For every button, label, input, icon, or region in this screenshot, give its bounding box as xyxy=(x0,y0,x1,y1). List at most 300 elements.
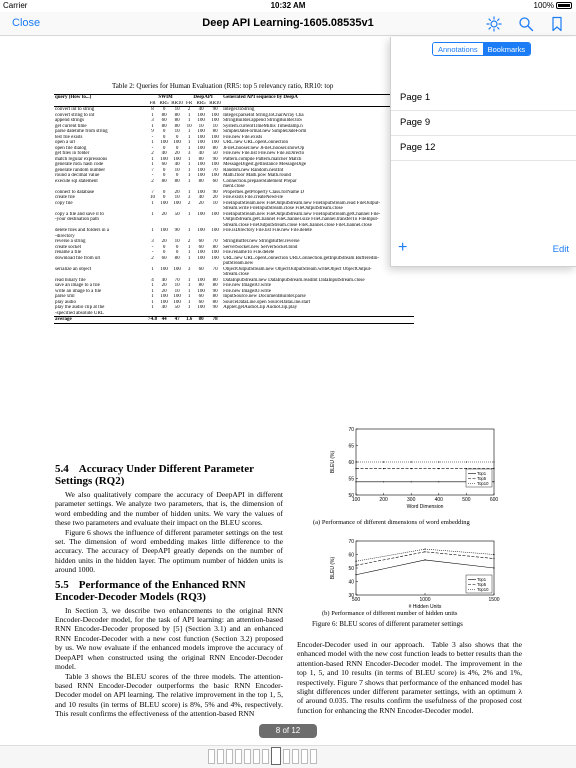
popover-footer xyxy=(391,236,576,266)
table-cell: 7 xyxy=(151,189,154,195)
paragraph: In Section 3, we describe two enhancements to the original RNN Encoder-Decoder model, for the task of API learning: an attention-based RNN Encoder-Decoder proposed by [5] (Section 3.1) and an enhanced RNN Encoder-Decoder with a new cost function (Section 3.2) proposed by us. We now evaluate if the enhanced models improve the accuracy of DeepAPI when constructed using the original RNN Encoder-Decoder model. xyxy=(55,605,283,672)
table-cell: 40 xyxy=(161,277,167,283)
add-bookmark-button[interactable]: + xyxy=(398,239,408,256)
table-cell: 0 xyxy=(162,107,166,112)
table-cell: 100 xyxy=(197,162,205,167)
table-cell: 1 xyxy=(151,162,154,167)
table-cell: Stream.write FileInputStream.close FileOutputStream.close xyxy=(223,206,343,211)
table-cell: 2 xyxy=(151,151,154,156)
data-point xyxy=(355,574,356,575)
table-cell: 80 xyxy=(174,123,180,129)
table-cell: 3 xyxy=(187,266,191,272)
table-cell: 100 xyxy=(211,162,219,167)
table-cell: 100 xyxy=(211,255,219,261)
bookmark-icon[interactable] xyxy=(549,16,565,32)
x-tick-label: 100 xyxy=(351,497,361,503)
table-cell: 100 xyxy=(197,211,205,217)
table-cell: Stream.close xyxy=(223,272,249,277)
data-point xyxy=(493,461,494,462)
table-cell: 10 xyxy=(186,123,192,129)
table-cell: - xyxy=(151,134,154,140)
thumbnail-list xyxy=(208,749,317,765)
table-cell: SourceDataLine.open SourceDataLine.start xyxy=(223,299,311,305)
table-cell: 20 xyxy=(161,288,167,294)
table-cell: 10 xyxy=(198,123,204,129)
table-cell: 1 xyxy=(151,211,154,217)
table-cell: 44 xyxy=(158,317,170,324)
table-cell: parse xml xyxy=(55,294,75,299)
table-cell: Applet.getAudioClip AudioClip.play xyxy=(223,305,298,310)
table-cell: 0 xyxy=(162,189,166,195)
table-cell: 1 xyxy=(187,211,191,217)
table-cell: 1 xyxy=(187,129,191,134)
table-cell: 9 xyxy=(151,129,154,134)
table-cell: connect to database xyxy=(55,189,95,195)
header-swim: SWIM xyxy=(147,95,184,101)
x-tick-label: 300 xyxy=(407,497,416,503)
figure-subcaption-b: (b) Performance of different number of hidden units xyxy=(322,610,458,617)
table-cell: 60 xyxy=(198,294,204,299)
table-cell: 3 xyxy=(151,239,154,244)
legend-label: Top1 xyxy=(477,577,487,582)
table-cell: 0 xyxy=(162,173,166,178)
table-cell: - xyxy=(151,244,154,250)
table-cell: 1 xyxy=(187,162,191,167)
table-cell: 10 xyxy=(212,200,218,206)
table-cell: serialize an object xyxy=(55,266,92,272)
sun-icon[interactable] xyxy=(486,16,502,32)
nav-bar xyxy=(0,12,576,36)
table-cell: match regular expressions xyxy=(55,156,108,162)
table-cell: copy a file and save it to xyxy=(55,211,104,217)
table-cell: average xyxy=(54,317,147,324)
table-cell: 40 xyxy=(198,151,204,156)
table-cell: 100 xyxy=(197,305,205,310)
table-cell: 60 xyxy=(198,266,204,272)
data-point xyxy=(493,481,494,482)
table-cell: 100 xyxy=(173,294,181,299)
page-thumbnail[interactable] xyxy=(310,749,317,764)
table-cell: 100 xyxy=(160,266,168,272)
table-cell: 40 xyxy=(174,162,180,167)
data-point xyxy=(424,549,425,550)
page-thumbnail[interactable] xyxy=(217,749,224,764)
table-cell: 1 xyxy=(151,294,154,299)
table-cell: 70 xyxy=(174,277,180,283)
table-cell: 100 xyxy=(211,140,219,145)
table-cell: 50 xyxy=(174,305,180,310)
table-cell: 80 xyxy=(174,178,180,184)
table-cell: MessageDigest.getInstance MessageDige xyxy=(223,162,307,167)
table-cell: download file from url xyxy=(55,255,101,261)
table-cell: 70 xyxy=(212,167,218,173)
y-tick-label: 55 xyxy=(348,476,354,483)
table-cell: 80 xyxy=(212,277,218,283)
table-cell: 2 xyxy=(187,107,191,112)
table-cell: 40 xyxy=(198,195,204,200)
data-point xyxy=(438,481,439,482)
document-title: Deep API Learning-1605.08535v1 xyxy=(202,17,374,29)
table-cell: generate random number xyxy=(55,167,105,173)
section-heading xyxy=(55,579,283,603)
table-cell: 10 xyxy=(150,195,156,200)
table-cell: 1 xyxy=(151,266,154,272)
bookmark-item[interactable]: Page 12 xyxy=(391,136,576,161)
table-cell: 60 xyxy=(198,299,204,305)
table-cell: open a url xyxy=(55,140,75,145)
y-tick-label: 50 xyxy=(348,493,354,499)
page-thumbnail[interactable] xyxy=(226,749,233,764)
table-cell: 100 xyxy=(197,145,205,151)
table-cell: File.new File.list File.new File.isDirecto xyxy=(223,151,305,156)
table-cell: 0 xyxy=(162,250,166,255)
section-number: 5.4 xyxy=(55,463,69,475)
y-tick-label: 70 xyxy=(348,539,354,545)
table-cell: 80 xyxy=(212,299,218,305)
table-cell: Math.floor Math.pow Math.round xyxy=(223,173,292,178)
table-cell: 80 xyxy=(174,112,180,118)
table-cell: 80 xyxy=(174,255,180,261)
table-cell: Integer.parseInt String.toCharArray Cha xyxy=(223,112,304,118)
table-cell: ServerSocket.new ServerSocket.bind xyxy=(223,244,298,250)
table-cell: Connection.prepareStatement Prepar xyxy=(223,178,297,184)
table-cell: 10 xyxy=(174,283,180,288)
page-thumbnail[interactable] xyxy=(244,749,251,764)
bookmark-item[interactable]: Page 1 xyxy=(391,86,576,111)
page-thumbnail[interactable] xyxy=(292,749,299,764)
table-cell: >4.0 xyxy=(148,317,158,322)
x-tick-label: 500 xyxy=(351,597,361,603)
table-cell: 100 xyxy=(197,228,205,233)
subheader: RR5 xyxy=(159,100,169,106)
table-cell: FileInputStream.new FileOutputStream.new FileInputStream.read FileOutput- xyxy=(223,200,381,206)
table-cell: Stream.close FileOutputStream.close FileChannel.close FileChannel.close xyxy=(223,222,372,228)
table-cell: 10 xyxy=(174,129,180,134)
table-cell: 60 xyxy=(161,255,167,261)
table-cell: 1 xyxy=(187,294,191,299)
table-cell: - xyxy=(151,250,154,255)
table-cell: 90 xyxy=(212,305,218,310)
x-tick-label: 1000 xyxy=(419,597,431,603)
table-cell: reverse a string xyxy=(55,239,86,244)
table-cell: 50 xyxy=(212,151,218,156)
page-thumbnail[interactable] xyxy=(301,749,308,764)
tab-annotations[interactable]: Annotations xyxy=(433,43,483,55)
table-body xyxy=(54,107,414,324)
table-cell: InputSource.new DocumentBuilder.parse xyxy=(223,294,306,299)
table-cell: 1 xyxy=(187,189,191,195)
subheader: RR5 xyxy=(194,101,208,107)
table-cell: File.isDirectory File.list File.new File.delete xyxy=(223,228,312,233)
table-cell: 0 xyxy=(162,134,166,140)
table-cell: 100 xyxy=(197,140,205,145)
page-thumbnail[interactable] xyxy=(235,749,242,764)
bookmark-list xyxy=(391,86,576,161)
table-cell: 80 xyxy=(161,112,167,118)
data-point xyxy=(355,565,356,566)
table-cell: 60 xyxy=(198,244,204,250)
table-cell: 1 xyxy=(187,178,191,184)
table-cell: 0 xyxy=(162,195,166,200)
table-cell: 100 xyxy=(197,112,205,118)
table-cell: 3 xyxy=(187,151,191,156)
close-button[interactable]: Close xyxy=(12,17,41,29)
table-cell: ObjectOutputStream.new ObjectOutputStream.writeObject ObjectOutput- xyxy=(223,266,372,272)
data-point xyxy=(493,554,494,555)
left-column xyxy=(55,463,283,719)
legend-label: Top5 xyxy=(477,582,487,587)
table-cell: write an image to a file xyxy=(55,288,102,294)
table-cell: 100 xyxy=(160,294,168,299)
table-cell: 40 xyxy=(161,305,167,310)
data-point xyxy=(355,561,356,562)
page-thumbnail[interactable] xyxy=(253,749,260,764)
table-cell: 100 xyxy=(211,250,219,255)
table-cell: 100 xyxy=(211,211,219,217)
page-thumbnail[interactable] xyxy=(208,749,215,764)
table-cell: Properties.getProperty Class.forName D xyxy=(223,189,304,195)
table-cell: 10 xyxy=(174,195,180,200)
table-cell: 50 xyxy=(174,211,180,217)
table-cell: 60 xyxy=(212,178,218,184)
data-point xyxy=(424,559,425,560)
table-cell: putStream.new xyxy=(223,261,254,266)
legend-label: Top10 xyxy=(477,587,489,592)
x-tick-label: 500 xyxy=(462,497,471,503)
table-cell: 10 xyxy=(174,239,180,244)
table-cell: File.exists File.createNewFile xyxy=(223,195,283,200)
table-cell: DataInputStream.new DataInputStream.readInt DataInputStream.close xyxy=(223,277,365,283)
table-cell: 80 xyxy=(198,156,204,162)
table-cell: 70 xyxy=(212,266,218,272)
table-cell: 1 xyxy=(187,156,191,162)
data-point xyxy=(438,468,439,469)
table-cell: 90 xyxy=(212,107,218,112)
data-point xyxy=(411,468,412,469)
data-point xyxy=(383,468,384,469)
header-deepapi: DeepAPI xyxy=(184,95,222,101)
table-cell: delete files and folders in a xyxy=(55,228,110,233)
table-cell: read binary file xyxy=(55,277,86,283)
section-heading xyxy=(55,463,283,487)
table-cell: 2 xyxy=(151,178,154,184)
header-query: query (How to...) xyxy=(54,95,147,101)
table-cell xyxy=(222,317,414,324)
table-cell: 100 xyxy=(197,288,205,294)
table-cell: 1 xyxy=(187,173,191,178)
table-cell: 80 xyxy=(198,283,204,288)
magnifier-icon[interactable] xyxy=(518,16,534,32)
table-cell: File.new File.exists xyxy=(223,134,263,140)
table-cell: 1 xyxy=(187,167,191,173)
data-point xyxy=(424,551,425,552)
table-cell: 70 xyxy=(212,239,218,244)
queries-table xyxy=(54,94,414,324)
x-axis-label: # Hidden Units xyxy=(408,604,442,609)
table-cell: 100 xyxy=(197,167,205,173)
chart-word-dimension xyxy=(328,425,508,509)
table-cell: 100 xyxy=(197,118,205,123)
table-cell: 60 xyxy=(198,239,204,244)
table-cell: 100 xyxy=(211,112,219,118)
table-cell: 20 xyxy=(174,151,180,156)
x-axis-label: Word Dimension xyxy=(406,504,444,509)
table-cell: parse datetime from string xyxy=(55,129,108,134)
table-cell: JFileChooser.new JFileChooser.showOp xyxy=(223,145,305,151)
data-point xyxy=(411,461,412,462)
table-cell: 0 xyxy=(162,244,166,250)
section-title: Performance of the Enhanced RNN Encoder-Decoder Models (RQ3) xyxy=(55,578,246,603)
table-cell: 1 xyxy=(151,140,154,145)
legend-label: Top1 xyxy=(477,471,487,476)
table-cell: 1 xyxy=(187,277,191,283)
thumbnail-strip[interactable] xyxy=(0,745,576,768)
table-cell: 80 xyxy=(212,283,218,288)
table-cell: 100 xyxy=(197,173,205,178)
table-cell: 100 xyxy=(211,173,219,178)
paragraph: Table 3 shows the BLEU scores of the three models. The attention-based RNN Encoder-Decoder outperforms the basic RNN Encoder-Decoder model on API learning. The relative improvement in the top 1, 5, and 10 results (in terms of BLEU score) is 8%, 5% and 4%, respectively. This result confirms the effectiveness of the attention-based RNN xyxy=(55,671,283,719)
right-column xyxy=(297,640,522,715)
table-cell: 100 xyxy=(211,118,219,123)
data-point xyxy=(493,468,494,469)
table-cell: 80 xyxy=(212,294,218,299)
data-point xyxy=(355,461,356,462)
data-point xyxy=(383,461,384,462)
table-cell: 0 xyxy=(162,145,166,151)
table-cell: 100 xyxy=(197,255,205,261)
table-cell: 1 xyxy=(151,156,154,162)
table-cell: 100 xyxy=(197,277,205,283)
table-cell: Integer.toString xyxy=(223,107,255,112)
table-cell: 1 xyxy=(187,255,191,261)
table-cell: 80 xyxy=(212,145,218,151)
page-thumbnail[interactable] xyxy=(283,749,290,764)
subheader: RR10 xyxy=(171,100,183,106)
x-tick-label: 600 xyxy=(489,497,499,503)
table-cell: 100 xyxy=(211,228,219,233)
table-cell: test file exists xyxy=(55,134,83,140)
data-point xyxy=(466,461,467,462)
table-cell: 0 xyxy=(175,173,179,178)
table-cell: 100 xyxy=(197,129,205,134)
subheader: FR xyxy=(186,100,193,106)
bookmark-item[interactable]: Page 9 xyxy=(391,111,576,136)
table-cell: rename a file xyxy=(55,250,82,255)
table-cell: 1 xyxy=(151,283,154,288)
table-cell: 90 xyxy=(174,228,180,233)
table-cell: URL.new URL.openConnection URLConnection.getInputStream BufferedIn- xyxy=(223,255,380,261)
table-cell: 100 xyxy=(197,134,205,140)
table-cell: -specified absolute URL xyxy=(55,310,104,316)
table-cell: 100 xyxy=(211,134,219,140)
table-cell: 0 xyxy=(175,244,179,250)
table-caption: Table 2: Queries for Human Evaluation (RR5: top 5 relevancy ratio, RR10: top xyxy=(112,82,334,90)
table-cell: 90 xyxy=(212,156,218,162)
table-cell: 20 xyxy=(212,195,218,200)
table-cell: execute sql statement xyxy=(55,178,98,184)
table-cell: convert string to int xyxy=(55,112,95,118)
table-cell: 100 xyxy=(173,156,181,162)
table-cell: 80 xyxy=(194,317,208,324)
section-number: 5.5 xyxy=(55,578,69,591)
data-point xyxy=(355,468,356,469)
battery-icon xyxy=(556,2,572,9)
tab-bookmarks[interactable]: Bookmarks xyxy=(483,43,531,55)
table-cell: 1 xyxy=(187,228,191,233)
table-cell: 7 xyxy=(151,167,154,173)
y-axis-label: BLEU (%) xyxy=(330,450,336,474)
table-cell: open file dialog xyxy=(55,145,87,151)
table-cell: OutputStream.getChannel FileChannel.size FileChannel.transferTo FileInput- xyxy=(223,217,379,222)
table-cell: 100 xyxy=(197,189,205,195)
clock: 10:32 AM xyxy=(270,1,306,10)
x-tick-label: 200 xyxy=(379,497,388,503)
table-cell: get current time xyxy=(55,123,87,129)
legend-label: Top5 xyxy=(477,476,487,481)
edit-button[interactable]: Edit xyxy=(552,244,569,255)
page-thumbnail[interactable] xyxy=(271,747,281,765)
figure-subcaption-a: (a) Performance of different dimensions of word embedding xyxy=(313,519,470,526)
data-point xyxy=(438,461,439,462)
table-cell: 10 xyxy=(174,288,180,294)
annotations-bookmarks-switch xyxy=(432,42,531,56)
table-cell: 2 xyxy=(187,200,191,206)
y-tick-label: 30 xyxy=(348,593,354,599)
table-cell: 1 xyxy=(187,305,191,310)
subheader: FR xyxy=(147,101,158,107)
header-sequence: Generated API sequence by DeepA xyxy=(222,95,414,101)
table-cell: round a decimal value xyxy=(55,173,100,178)
x-tick-label: 400 xyxy=(434,497,443,503)
table-cell: File.new ImageIO.write xyxy=(223,283,272,288)
table-cell: 1.6 xyxy=(185,317,193,322)
table-cell: 78 xyxy=(208,317,222,324)
data-point xyxy=(493,567,494,568)
table-cell: 100 xyxy=(173,299,181,305)
y-tick-label: 70 xyxy=(348,427,354,433)
table-cell: File.new ImageIO.write xyxy=(223,288,272,294)
section-title: Accuracy Under Different Parameter Settings (RQ2) xyxy=(55,463,254,487)
y-tick-label: 60 xyxy=(348,460,354,466)
paragraph: We also qualitatively compare the accuracy of DeepAPI in different parameter settings. We analyze two parameters, that is, the dimension of word embedding and the number of hidden units. We vary the values of these two parameters and evaluate their impact on the BLEU scores. xyxy=(55,490,283,528)
table-cell: 100 xyxy=(160,200,168,206)
page-thumbnail[interactable] xyxy=(262,749,269,764)
table-cell: 20 xyxy=(198,200,204,206)
data-point xyxy=(493,558,494,559)
table-cell: 100 xyxy=(160,140,168,145)
legend-label: Top10 xyxy=(477,481,489,486)
table-cell: save an image to a file xyxy=(55,283,100,288)
table-cell: URL.new URL.openConnection xyxy=(223,140,288,145)
y-tick-label: 40 xyxy=(348,579,354,586)
table-cell: -your destination path xyxy=(55,217,99,222)
table-cell: 80 xyxy=(161,178,167,184)
data-point xyxy=(411,481,412,482)
table-cell: - xyxy=(151,145,154,151)
table-cell: 80 xyxy=(161,123,167,129)
x-tick-label: 1500 xyxy=(488,597,500,603)
subheader: RR10 xyxy=(209,100,221,106)
table-cell: 100 xyxy=(173,200,181,206)
table-cell: Random.new Random.nextInt xyxy=(223,167,284,173)
paragraph: Figure 6 shows the influence of different parameter settings on the test set. The dimension of word embedding makes little difference to the accuracy. The accuracy of DeepAPI greatly depends on the number of hidden units in the hidden layer. The optimum number of hidden units is around 1000. xyxy=(55,527,283,575)
table-cell: 1 xyxy=(151,299,154,305)
table-cell: File.renameTo File.delete xyxy=(223,250,275,255)
table-cell: 60 xyxy=(161,162,167,167)
series-line-top1 xyxy=(356,560,494,575)
table-cell: 80 xyxy=(212,244,218,250)
table-cell: 10 xyxy=(174,107,180,112)
